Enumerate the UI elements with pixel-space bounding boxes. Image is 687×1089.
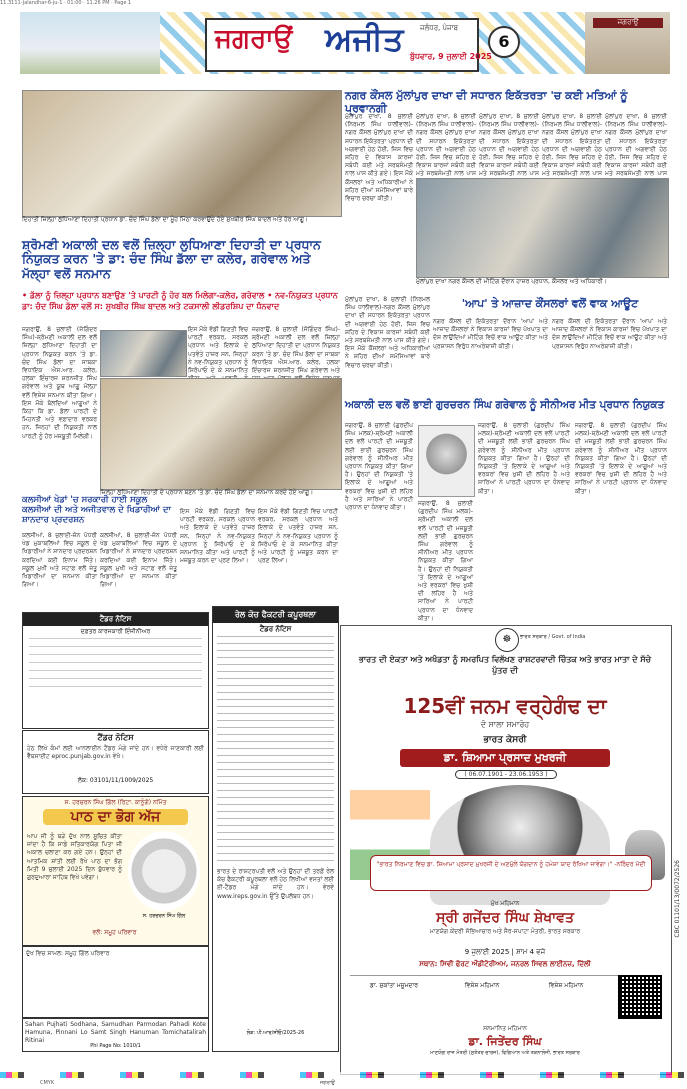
story4-portrait bbox=[418, 425, 475, 497]
ad-guest-3: ਵਿਸ਼ੇਸ਼ ਮਹਿਮਾਨ bbox=[548, 982, 584, 989]
story3-headline: 'ਆਪ' ਤੇ ਆਜ਼ਾਦ ਕੌਂਸਲਰਾਂ ਵਲੋਂ ਵਾਕ ਆਊਟ bbox=[461, 297, 639, 310]
story2-headline: ਨਗਰ ਕੌਂਸਲ ਮੁੱਲਾਂਪੁਰ ਦਾਖਾ ਦੀ ਸਧਾਰਨ ਇਕੱਤਰਤਾ 'ਚ ਕਈ ਮਤਿਆਂ ਨੂੰ ਪ੍ਰਵਾਨਗੀ bbox=[345, 89, 628, 115]
story2-body-col2: ਮੁੱਲਾਂਪੁਰ ਦਾਖਾ, 8 ਜੁਲਾਈ (ਨਿਰਮਲ ਸਿੰਘ ਧਾਲੀਵਾਲ)-ਨਗਰ ਕੌਂਸਲ ਮੁੱਲਾਂਪੁਰ ਦਾਖਾ ਦੀ ਸਧਾਰਨ ਇਕੱਤਰਤਾ ਪ੍ਰਧਾਨ ਦੀ ਅਗਵਾਈ ਹੇਠ ਹੋਈ, ਜਿਸ ਵਿਚ ਸ਼ਹਿਰ ਦੇ ਵਿਕਾਸ ਕਾਰਜਾਂ ਸਬੰਧੀ ਕਈ ਮਤੇ ਸਰਬਸੰਮਤੀ ਨਾਲ ਪਾਸ bbox=[416, 113, 476, 178]
obituary-top: ਸ. ਹਰਚਰਨ ਸਿੰਘ ਗਿੱਲ (ਰਿਟਾ. ਕਾਨੂੰਗੋ) ਨਮਿੱਤ bbox=[64, 799, 167, 806]
ad-special-guest-label: ਸਨਮਾਨਿਤ ਮਹਿਮਾਨ bbox=[483, 1025, 527, 1032]
ad-guest-1: ਡਾ. ਸੁਕਾਂਤਾ ਮਜੂਮਦਾਰ bbox=[370, 982, 418, 989]
tender1-title: ਟੈਂਡਰ ਨੋਟਿਸ bbox=[97, 733, 134, 742]
ad-subtitle: ਦੋ ਸਾਲਾ ਸਮਾਰੋਹ bbox=[480, 720, 530, 729]
emblem-icon: ☸ bbox=[495, 628, 519, 652]
ad-honoree-name: ਡਾ. ਸ਼ਿਆਮਾ ਪ੍ਰਸਾਦ ਮੁਖਰਜੀ bbox=[400, 749, 610, 767]
obituary-photo bbox=[128, 831, 200, 911]
middle-text-col1: ਇਸ ਮੌਕੇ ਵੱਡੀ ਗਿਣਤੀ ਵਿਚ ਪਾਰਟੀ ਵਰਕਰ, ਸਰਕਲ ਪ੍ਰਧਾਨ ਅਤੇ ਇਲਾਕੇ ਦੇ ਪਤਵੰਤੇ ਹਾਜ਼ਰ ਸਨ, ਜਿਨ੍ਹਾਂ ਨੇ ਨਵ-ਨਿਯੁਕਤ ਪ੍ਰਧਾਨ ਨੂੰ ਸਿਰੋਪਾਓ ਦੇ ਕੇ ਸਨਮਾਨਿਤ ਕੀਤਾ ਅਤੇ ਪਾਰਟੀ ਨੂੰ ਮਜ਼ਬੂਤ ਕਰਨ ਦਾ ਪ੍ਰਣ ਲਿਆ। bbox=[180, 508, 255, 565]
bottom-left-code: Phi Page No: 1010/1 bbox=[90, 1043, 141, 1049]
masthead-paper-name: ਅਜੀਤ bbox=[325, 20, 404, 58]
tender1-body: ਹੇਠ ਲਿਖੇ ਕੰਮਾਂ ਲਈ ਆਨਲਾਈਨ ਟੈਂਡਰ ਮੰਗੇ ਜਾਂਦੇ ਹਨ। ਵਧੇਰੇ ਜਾਣਕਾਰੀ ਲਈ ਵੈੱਬਸਾਈਟ eproc.punjab.gov.in ਵੇਖੋ। bbox=[27, 745, 204, 761]
tender1-code: ਲੋਕ: 03101/11/1009/2025 bbox=[77, 777, 154, 784]
obituary-footer: ਵਲੋਂ: ਸਮੂਹ ਪਰਿਵਾਰ bbox=[92, 929, 137, 936]
tender1-header: ਟੈਂਡਰ ਨੋਟਿਸ bbox=[23, 613, 208, 626]
obituary-notice bbox=[22, 796, 209, 946]
story2-body-col3: ਮੁੱਲਾਂਪੁਰ ਦਾਖਾ, 8 ਜੁਲਾਈ (ਨਿਰਮਲ ਸਿੰਘ ਧਾਲੀਵਾਲ)-ਨਗਰ ਕੌਂਸਲ ਮੁੱਲਾਂਪੁਰ ਦਾਖਾ ਦੀ ਸਧਾਰਨ ਇਕੱਤਰਤਾ ਪ੍ਰਧਾਨ ਦੀ ਅਗਵਾਈ ਹੇਠ ਹੋਈ, ਜਿਸ ਵਿਚ ਸ਼ਹਿਰ ਦੇ ਵਿਕਾਸ ਕਾਰਜਾਂ ਸਬੰਧੀ ਕਈ ਮਤੇ ਸਰਬਸੰਮਤੀ ਨਾਲ ਪਾਸ bbox=[479, 113, 539, 178]
print-header-strip: 11.3111-Jalandhar-6-ju-1 · 01:00 · 11.26 PM · Page 1 bbox=[0, 0, 132, 6]
story1-subhead: • ਡੱਲਾ ਨੂੰ ਜ਼ਿਲ੍ਹਾ ਪ੍ਰਧਾਨ ਬਣਾਉਣ 'ਤੇ ਪਾਰਟੀ ਨੂੰ ਹੋਰ ਬਲ ਮਿਲੇਗਾ-ਕਲੇਰ, ਗਰੇਵਾਲ • ਨਵ-ਨਿਯੁਕਤ ਪ੍ਰਧਾਨ ਡਾ: ਚੰਦ ਸਿੰਘ ਡੱਲਾ ਵਲੋਂ ਸ: ਸੁਖਬੀਰ ਸਿੰਘ ਬਾਦਲ ਅਤੇ ਟਕਸਾਲੀ ਲੀਡਰਸ਼ਿਪ ਦਾ ਧੰਨਵਾਦ bbox=[22, 291, 338, 311]
story4-body-col2: ਜਗਰਾਉਂ, 8 ਜੁਲਾਈ (ਗੁਰਦੀਪ ਸਿੰਘ ਮਲਕ)-ਸ਼੍ਰੋਮਣੀ ਅਕਾਲੀ ਦਲ ਵਲੋਂ ਪਾਰਟੀ ਦੀ ਮਜ਼ਬੂਤੀ ਲਈ ਭਾਈ ਗੁਰਚਰਨ ਸਿੰਘ ਗਰੇਵਾਲ ਨੂੰ ਸੀਨੀਅਰ ਮੀਤ ਪ੍ਰਧਾਨ ਨਿਯੁਕਤ ਕੀਤਾ ਗਿਆ ਹੈ। ਉਨ੍ਹਾਂ ਦੀ ਨਿਯੁਕਤੀ 'ਤੇ ਇਲਾਕੇ ਦੇ ਆਗੂਆਂ ਅਤੇ ਵਰਕਰਾਂ ਵਿਚ ਖੁਸ਼ੀ ਦੀ ਲਹਿਰ ਹੈ ਅਤੇ ਸਾਰਿਆਂ ਨੇ ਪਾਰਟੀ ਪ੍ਰਧਾਨ ਦਾ ਧੰਨਵਾਦ ਕੀਤਾ। bbox=[418, 500, 473, 622]
tender1-sub: ਦਫ਼ਤਰ ਕਾਰਜਕਾਰੀ ਇੰਜੀਨੀਅਰ bbox=[80, 628, 151, 635]
ad-bharat-kesari: ਭਾਰਤ ਕੇਸਰੀ bbox=[483, 735, 527, 745]
ad-chief-guest: ਸ੍ਰੀ ਗਜੇਂਦਰ ਸਿੰਘ ਸ਼ੇਖਾਵਤ bbox=[436, 910, 574, 926]
story4-headline: ਅਕਾਲੀ ਦਲ ਵਲੋਂ ਭਾਈ ਗੁਰਚਰਨ ਸਿੰਘ ਗਰੇਵਾਲ ਨੂੰ ਸੀਨੀਅਰ ਮੀਤ ਪ੍ਰਧਾਨ ਨਿਯੁਕਤ bbox=[345, 399, 665, 411]
story4-body-col1: ਜਗਰਾਉਂ, 8 ਜੁਲਾਈ (ਗੁਰਦੀਪ ਸਿੰਘ ਮਲਕ)-ਸ਼੍ਰੋਮਣੀ ਅਕਾਲੀ ਦਲ ਵਲੋਂ ਪਾਰਟੀ ਦੀ ਮਜ਼ਬੂਤੀ ਲਈ ਭਾਈ ਗੁਰਚਰਨ ਸਿੰਘ ਗਰੇਵਾਲ ਨੂੰ ਸੀਨੀਅਰ ਮੀਤ ਪ੍ਰਧਾਨ ਨਿਯੁਕਤ ਕੀਤਾ ਗਿਆ ਹੈ। ਉਨ੍ਹਾਂ ਦੀ ਨਿਯੁਕਤੀ 'ਤੇ ਇਲਾਕੇ ਦੇ ਆਗੂਆਂ ਅਤੇ ਵਰਕਰਾਂ ਵਿਚ ਖੁਸ਼ੀ ਦੀ ਲਹਿਰ ਹੈ ਅਤੇ ਸਾਰਿਆਂ ਨੇ ਪਾਰਟੀ ਪ੍ਰਧਾਨ ਦਾ ਧੰਨਵਾਦ ਕੀਤਾ। bbox=[345, 422, 413, 512]
tender-notice-1 bbox=[22, 612, 209, 729]
middle-text-col2: ਇਸ ਮੌਕੇ ਵੱਡੀ ਗਿਣਤੀ ਵਿਚ ਪਾਰਟੀ ਵਰਕਰ, ਸਰਕਲ ਪ੍ਰਧਾਨ ਅਤੇ ਇਲਾਕੇ ਦੇ ਪਤਵੰਤੇ ਹਾਜ਼ਰ ਸਨ, ਜਿਨ੍ਹਾਂ ਨੇ ਨਵ-ਨਿਯੁਕਤ ਪ੍ਰਧਾਨ ਨੂੰ ਸਿਰੋਪਾਓ ਦੇ ਕੇ ਸਨਮਾਨਿਤ ਕੀਤਾ ਅਤੇ ਪਾਰਟੀ ਨੂੰ ਮਜ਼ਬੂਤ ਕਰਨ ਦਾ ਪ੍ਰਣ ਲਿਆ। bbox=[258, 508, 338, 565]
bottom-left-text: Sahan Pujhati Sodhana, Samudhan Parmodan Pahadi Kote Hamuna, Pinnani Lo Samt Singh Hanuman Tomichatalirah Ritinai bbox=[25, 1021, 206, 1045]
story4-body-col4: ਜਗਰਾਉਂ, 8 ਜੁਲਾਈ (ਗੁਰਦੀਪ ਸਿੰਘ ਮਲਕ)-ਸ਼੍ਰੋਮਣੀ ਅਕਾਲੀ ਦਲ ਵਲੋਂ ਪਾਰਟੀ ਦੀ ਮਜ਼ਬੂਤੀ ਲਈ ਭਾਈ ਗੁਰਚਰਨ ਸਿੰਘ ਗਰੇਵਾਲ ਨੂੰ ਸੀਨੀਅਰ ਮੀਤ ਪ੍ਰਧਾਨ ਨਿਯੁਕਤ ਕੀਤਾ ਗਿਆ ਹੈ। ਉਨ੍ਹਾਂ ਦੀ ਨਿਯੁਕਤੀ 'ਤੇ ਇਲਾਕੇ ਦੇ ਆਗੂਆਂ ਅਤੇ ਵਰਕਰਾਂ ਵਿਚ ਖੁਸ਼ੀ ਦੀ ਲਹਿਰ ਹੈ ਅਤੇ ਸਾਰਿਆਂ ਨੇ ਪਾਰਟੀ ਪ੍ਰਧਾਨ ਦਾ ਧੰਨਵਾਦ ਕੀਤਾ। bbox=[575, 422, 667, 495]
ad-special-guest-desc: ਮਾਣਯੋਗ ਰਾਜ ਮੰਤਰੀ (ਸੁਤੰਤਰ ਚਾਰਜ), ਵਿਗਿਆਨ ਅਤੇ ਤਕਨਾਲੋਜੀ, ਭਾਰਤ ਸਰਕਾਰ bbox=[430, 1050, 580, 1056]
obituary-body: ਆਪ ਜੀ ਨੂੰ ਬੜੇ ਦੁੱਖ ਨਾਲ ਸੂਚਿਤ ਕੀਤਾ ਜਾਂਦਾ ਹੈ ਕਿ ਸਾਡੇ ਸਤਿਕਾਰਯੋਗ ਪਿਤਾ ਜੀ ਅਕਾਲ ਚਲਾਣਾ ਕਰ ਗਏ ਹਨ। ਉਨ੍ਹਾਂ ਦੀ ਆਤਮਿਕ ਸ਼ਾਂਤੀ ਲਈ ਰੱਖੇ ਪਾਠ ਦਾ ਭੋਗ ਮਿਤੀ 9 ਜੁਲਾਈ 2025 ਦਿਨ ਬੁੱਧਵਾਰ ਨੂੰ ਗੁਰਦੁਆਰਾ ਸਾਹਿਬ ਵਿਖੇ ਪਵੇਗਾ। bbox=[27, 833, 122, 882]
page-number: 6 bbox=[488, 26, 520, 58]
story2-body-col5: ਮੁੱਲਾਂਪੁਰ ਦਾਖਾ, 8 ਜੁਲਾਈ (ਨਿਰਮਲ ਸਿੰਘ ਧਾਲੀਵਾਲ)-ਨਗਰ ਕੌਂਸਲ ਮੁੱਲਾਂਪੁਰ ਦਾਖਾ ਦੀ ਸਧਾਰਨ ਇਕੱਤਰਤਾ ਪ੍ਰਧਾਨ ਦੀ ਅਗਵਾਈ ਹੇਠ ਹੋਈ, ਜਿਸ ਵਿਚ ਸ਼ਹਿਰ ਦੇ ਵਿਕਾਸ ਕਾਰਜਾਂ ਸਬੰਧੀ ਕਈ ਮਤੇ ਸਰਬਸੰਮਤੀ ਨਾਲ ਪਾਸ bbox=[605, 113, 667, 178]
ad-chief-guest-label: ਮੁੱਖ ਮਹਿਮਾਨ bbox=[490, 900, 520, 907]
story5-headline: ਕਲਸੀਆਂ ਖੇਡਾਂ 'ਚ ਸਰਕਾਰੀ ਹਾਈ ਸਕੂਲ ਕਲਸੀਆਂ ਦੀ ਅਤੇ ਅਜੀਤਵਾਲ ਦੇ ਖਿਡਾਰੀਆਂ ਦਾ ਸ਼ਾਨਦਾਰ ਪ੍ਰਦਰਸ਼ਨ bbox=[22, 495, 171, 525]
story2-photo bbox=[416, 178, 669, 278]
ad-guests bbox=[350, 975, 660, 1021]
masthead-date: ਬੁੱਧਵਾਰ, 9 ਜੁਲਾਈ 2025 bbox=[410, 52, 492, 61]
obituary-family bbox=[22, 946, 209, 1018]
ad-anniversary-title: 125ਵੀਂ ਜਨਮ ਵਰ੍ਹੇਗੰਢ ਦਾ bbox=[403, 694, 607, 718]
tender1-table bbox=[29, 638, 202, 688]
obituary-family-text: ਦੁੱਖ ਵਿਚ ਸ਼ਾਮਲ: ਸਮੂਹ ਗਿੱਲ ਪਰਿਵਾਰ bbox=[26, 950, 110, 957]
footer-right: ਜਗਰਾਉਂ bbox=[320, 1080, 335, 1086]
story2-body-col6: ਮੁੱਲਾਂਪੁਰ ਦਾਖਾ, 8 ਜੁਲਾਈ (ਨਿਰਮਲ ਸਿੰਘ ਧਾਲੀਵਾਲ)-ਨਗਰ ਕੌਂਸਲ ਮੁੱਲਾਂਪੁਰ ਦਾਖਾ ਦੀ ਸਧਾਰਨ ਇਕੱਤਰਤਾ ਪ੍ਰਧਾਨ ਦੀ ਅਗਵਾਈ ਹੇਠ ਹੋਈ, ਜਿਸ ਵਿਚ ਸ਼ਹਿਰ ਦੇ ਵਿਕਾਸ ਕਾਰਜਾਂ ਸਬੰਧੀ ਕਈ ਮਤੇ ਸਰਬਸੰਮਤੀ ਨਾਲ ਪਾਸ ਕੀਤੇ ਗਏ। ਇਸ ਮੌਕੇ ਕੌਂਸਲਰਾਂ ਅਤੇ ਅਧਿਕਾਰੀਆਂ ਨੇ ਸ਼ਹਿਰ ਦੀਆਂ ਸਮੱਸਿਆਵਾਂ ਬਾਰੇ ਵਿਚਾਰ ਚਰਚਾ ਕੀਤੀ। bbox=[345, 296, 430, 369]
ad-venue: ਸਥਾਨ: ਸਿਵੀ ਫੋਰਟ ਔਡੀਟੋਰੀਅਮ, ਜਨਰਲ ਸਿਵਲ ਲਾਈਨਜ਼, ਦਿੱਲੀ bbox=[419, 960, 591, 968]
ad-life-dates: ( 06.07.1901 - 23.06.1953 ) bbox=[455, 770, 557, 779]
tender-notice-2 bbox=[212, 606, 339, 1052]
tender2-header: ਰੇਲ ਕੋਚ ਫੈਕਟਰੀ ਕਪੂਰਥਲਾ bbox=[213, 607, 338, 623]
story1-body-col2: ਇਸ ਮੌਕੇ ਵੱਡੀ ਗਿਣਤੀ ਵਿਚ ਪਾਰਟੀ ਵਰਕਰ, ਸਰਕਲ ਪ੍ਰਧਾਨ ਅਤੇ ਇਲਾਕੇ ਦੇ ਪਤਵੰਤੇ ਹਾਜ਼ਰ ਸਨ, ਜਿਨ੍ਹਾਂ ਨੇ ਨਵ-ਨਿਯੁਕਤ ਪ੍ਰਧਾਨ ਨੂੰ ਸਿਰੋਪਾਓ ਦੇ ਕੇ ਸਨਮਾਨਿਤ bbox=[188, 326, 248, 375]
qr-code-icon[interactable] bbox=[618, 975, 662, 1019]
ad-cbc-code: CBC 01101/13/0072/2526 bbox=[674, 860, 681, 938]
story2-body-col4: ਮੁੱਲਾਂਪੁਰ ਦਾਖਾ, 8 ਜੁਲਾਈ (ਨਿਰਮਲ ਸਿੰਘ ਧਾਲੀਵਾਲ)-ਨਗਰ ਕੌਂਸਲ ਮੁੱਲਾਂਪੁਰ ਦਾਖਾ ਦੀ ਸਧਾਰਨ ਇਕੱਤਰਤਾ ਪ੍ਰਧਾਨ ਦੀ ਅਗਵਾਈ ਹੇਠ ਹੋਈ, ਜਿਸ ਵਿਚ ਸ਼ਹਿਰ ਦੇ ਵਿਕਾਸ ਕਾਰਜਾਂ ਸਬੰਧੀ ਕਈ ਮਤੇ ਸਰਬਸੰਮਤੀ ਨਾਲ ਪਾਸ bbox=[542, 113, 602, 178]
masthead bbox=[20, 12, 670, 74]
ad-intro-line: ਭਾਰਤ ਦੀ ਏਕਤਾ ਅਤੇ ਅਖੰਡਤਾ ਨੂੰ ਸਮਰਪਿਤ ਵਿਲੱਖਣ ਰਾਸ਼ਟਰਵਾਦੀ ਚਿੰਤਕ ਅਤੇ ਭਾਰਤ ਮਾਤਾ ਦੇ ਸੱਚੇ ਪੁੱਤਰ ਦੀ bbox=[358, 655, 652, 675]
obituary-title: ਪਾਠ ਦਾ ਭੋਗ ਅੱਜ bbox=[43, 809, 188, 825]
story2-body-col1: ਮੁੱਲਾਂਪੁਰ ਦਾਖਾ, 8 ਜੁਲਾਈ (ਨਿਰਮਲ ਸਿੰਘ ਧਾਲੀਵਾਲ)-ਨਗਰ ਕੌਂਸਲ ਮੁੱਲਾਂਪੁਰ ਦਾਖਾ ਦੀ ਸਧਾਰਨ ਇਕੱਤਰਤਾ ਪ੍ਰਧਾਨ ਦੀ ਅਗਵਾਈ ਹੇਠ ਹੋਈ, ਜਿਸ ਵਿਚ ਸ਼ਹਿਰ ਦੇ ਵਿਕਾਸ ਕਾਰਜਾਂ ਸਬੰਧੀ ਕਈ ਮਤੇ ਸਰਬਸੰਮਤੀ ਨਾਲ ਪਾਸ ਕੀਤੇ ਗਏ। ਇਸ ਮੌਕੇ ਕੌਂਸਲਰਾਂ ਅਤੇ ਅਧਿਕਾਰੀਆਂ ਨੇ ਸ਼ਹਿਰ ਦੀਆਂ ਸਮੱਸਿਆਵਾਂ ਬਾਰੇ ਵਿਚਾਰ ਚਰਚਾ ਕੀਤੀ। bbox=[345, 113, 413, 203]
story1-photo bbox=[22, 90, 342, 217]
tender2-table bbox=[217, 636, 334, 866]
tender2-footer: ਲੋਕ: ਪੀ.ਆਰ/ਸੀਓ/2025-26 bbox=[246, 1030, 305, 1036]
page-footer bbox=[0, 1078, 687, 1089]
masthead-sign: ਜਗਰਾਉਂ bbox=[593, 18, 663, 28]
ad-chief-guest-desc: ਮਾਣਯੋਗ ਕੇਂਦਰੀ ਸੱਭਿਆਚਾਰ ਅਤੇ ਸੈਰ-ਸਪਾਟਾ ਮੰਤਰੀ, ਭਾਰਤ ਸਰਕਾਰ bbox=[429, 928, 581, 935]
story5-body-col2: ਕਲਸੀਆਂ, 8 ਜੁਲਾਈ-ਜ਼ੋਨ ਪੱਧਰੀ ਖੇਡ ਮੁਕਾਬਲਿਆਂ ਵਿਚ ਸਕੂਲ ਦੇ ਖਿਡਾਰੀਆਂ ਨੇ ਸ਼ਾਨਦਾਰ ਪ੍ਰਦਰਸ਼ਨ ਕਰਦਿਆਂ ਕਈ ਇਨਾਮ ਜਿੱਤੇ। ਸਕੂਲ ਮੁਖੀ ਅਤੇ ਸਟਾਫ਼ ਵਲੋਂ ਜੇਤੂ ਖਿਡਾਰੀਆਂ ਦਾ ਸਨਮਾਨ ਕੀਤਾ ਗਿਆ। bbox=[100, 532, 177, 589]
story5-body: ਕਲਸੀਆਂ, 8 ਜੁਲਾਈ-ਜ਼ੋਨ ਪੱਧਰੀ ਖੇਡ ਮੁਕਾਬਲਿਆਂ ਵਿਚ ਸਕੂਲ ਦੇ ਖਿਡਾਰੀਆਂ ਨੇ ਸ਼ਾਨਦਾਰ ਪ੍ਰਦਰਸ਼ਨ ਕਰਦਿਆਂ ਕਈ ਇਨਾਮ ਜਿੱਤੇ। ਸਕੂਲ ਮੁਖੀ ਅਤੇ ਸਟਾਫ਼ ਵਲੋਂ ਜੇਤੂ ਖਿਡਾਰੀਆਂ ਦਾ ਸਨਮਾਨ ਕੀਤਾ ਗਿਆ। bbox=[22, 532, 97, 589]
story2-caption: ਮੁੱਲਾਂਪੁਰ ਦਾਖਾ ਨਗਰ ਕੌਂਸਲ ਦੀ ਮੀਟਿੰਗ ਦੌਰਾਨ ਹਾਜ਼ਰ ਪ੍ਰਧਾਨ, ਕੌਂਸਲਰ ਅਤੇ ਅਧਿਕਾਰੀ। bbox=[416, 278, 607, 285]
tender2-body: ਭਾਰਤ ਦੇ ਰਾਸ਼ਟਰਪਤੀ ਵਲੋਂ ਅਤੇ ਉਨ੍ਹਾਂ ਦੀ ਤਰਫ਼ੋਂ ਰੇਲ ਕੋਚ ਫੈਕਟਰੀ ਕਪੂਰਥਲਾ ਵਲੋਂ ਹੇਠ ਲਿਖੀਆਂ ਵਸਤਾਂ ਲਈ ਈ-ਟੈਂਡਰ ਮੰਗੇ ਜਾਂਦੇ ਹਨ। ਵੇਰਵੇ www.ireps.gov.in ਉੱਤੇ ਉਪਲੱਬਧ ਹਨ। bbox=[217, 868, 334, 900]
ad-quote: "ਭਾਰਤ ਨਿਰਮਾਣ ਵਿਚ ਡਾ. ਸ਼ਿਆਮਾ ਪ੍ਰਸਾਦ ਮੁਖਰਜੀ ਦੇ ਅਣਮੁੱਲੇ ਯੋਗਦਾਨ ਨੂੰ ਹਮੇਸ਼ਾ ਯਾਦ ਰੱਖਿਆ ਜਾਵੇਗਾ।" -ਨਰਿੰਦਰ ਮੋਦੀ bbox=[370, 855, 652, 891]
tender2-title: ਟੈਂਡਰ ਨੋਟਿਸ bbox=[259, 625, 292, 633]
masthead-edition: ਜਲੰਧਰ, ਪੰਜਾਬ bbox=[420, 24, 458, 32]
masthead-building-image bbox=[20, 12, 160, 74]
bottom-left-notice bbox=[22, 1018, 209, 1052]
footer-left: CMYK bbox=[40, 1080, 55, 1086]
tender-notice-1b bbox=[22, 730, 209, 794]
story1-photo2-caption: ਜ਼ਿਲ੍ਹਾ ਲੁਧਿਆਣਾ ਦਿਹਾਤੀ ਦੇ ਪ੍ਰਧਾਨ ਬਣਨ 'ਤੇ ਡਾ. ਚੰਦ ਸਿੰਘ ਡੱਲਾ ਦਾ ਸਨਮਾਨ ਕਰਦੇ ਹੋਏ ਆਗੂ। bbox=[100, 489, 314, 496]
story3-body-col1: ਨਗਰ ਕੌਂਸਲ ਦੀ ਇਕੱਤਰਤਾ ਦੌਰਾਨ 'ਆਪ' ਅਤੇ ਆਜ਼ਾਦ ਕੌਂਸਲਰਾਂ ਨੇ ਵਿਕਾਸ ਕਾਰਜਾਂ ਵਿਚ ਪੱਖਪਾਤ ਦਾ ਦੋਸ਼ ਲਾਉਂਦਿਆਂ ਮੀਟਿੰਗ ਵਿਚੋਂ ਵਾਕ ਆਊਟ ਕੀਤਾ ਅਤੇ ਪ੍ਰਸ਼ਾਸਨ ਵਿਰੁੱਧ ਨਾਅਰੇਬਾਜ਼ੀ ਕੀਤੀ। bbox=[433, 318, 548, 350]
story1-inset-photo bbox=[100, 330, 187, 377]
ad-special-guest: ਡਾ. ਜਿਤੇਂਦਰ ਸਿੰਘ bbox=[468, 1035, 542, 1048]
masthead-gate-image bbox=[585, 12, 670, 74]
masthead-city: ਜਗਰਾਉਂ bbox=[215, 24, 293, 54]
story1-photo2 bbox=[100, 378, 342, 490]
story4-body-col3: ਜਗਰਾਉਂ, 8 ਜੁਲਾਈ (ਗੁਰਦੀਪ ਸਿੰਘ ਮਲਕ)-ਸ਼੍ਰੋਮਣੀ ਅਕਾਲੀ ਦਲ ਵਲੋਂ ਪਾਰਟੀ ਦੀ ਮਜ਼ਬੂਤੀ ਲਈ ਭਾਈ ਗੁਰਚਰਨ ਸਿੰਘ ਗਰੇਵਾਲ ਨੂੰ ਸੀਨੀਅਰ ਮੀਤ ਪ੍ਰਧਾਨ ਨਿਯੁਕਤ ਕੀਤਾ ਗਿਆ ਹੈ। ਉਨ੍ਹਾਂ ਦੀ ਨਿਯੁਕਤੀ 'ਤੇ ਇਲਾਕੇ ਦੇ ਆਗੂਆਂ ਅਤੇ ਵਰਕਰਾਂ ਵਿਚ ਖੁਸ਼ੀ ਦੀ ਲਹਿਰ ਹੈ ਅਤੇ ਸਾਰਿਆਂ ਨੇ ਪਾਰਟੀ ਪ੍ਰਧਾਨ ਦਾ ਧੰਨਵਾਦ ਕੀਤਾ। bbox=[478, 422, 570, 495]
story1-caption: ਦਿਹਾਤੀ ਜ਼ਿਲ੍ਹਾ ਲੁਧਿਆਣਾ ਦਿਹਾਤੀ ਪ੍ਰਧਾਨ ਡਾ. ਚੰਦ ਸਿੰਘ ਡੱਲਾ ਦਾ ਮੂੰਹ ਮਿੱਠਾ ਕਰਵਾਉਂਦੇ ਹੋਏ ਸੁਖਬੀਰ ਸਿੰਘ ਬਾਦਲ ਅਤੇ ਹੋਰ ਆਗੂ। bbox=[22, 216, 309, 223]
story1-body: ਜਗਰਾਉਂ, 8 ਜੁਲਾਈ (ਜੋਗਿੰਦਰ ਸਿੰਘ)-ਸ਼੍ਰੋਮਣੀ ਅਕਾਲੀ ਦਲ ਵਲੋਂ ਜ਼ਿਲ੍ਹਾ ਲੁਧਿਆਣਾ ਦਿਹਾਤੀ ਦਾ ਪ੍ਰਧਾਨ ਨਿਯੁਕਤ ਕਰਨ 'ਤੇ ਡਾ. ਚੰਦ ਸਿੰਘ ਡੱਲਾ ਦਾ ਸਾਬਕਾ ਵਿਧਾਇਕ ਐਸ.ਆਰ. ਕਲੇਰ, ਹਲਕਾ ਇੰਚਾਰਜ ਸ਼ਰਨਜੀਤ ਸਿੰਘ ਗਰੇਵਾਲ ਅਤੇ ਯੂਥ ਆਗੂ ਮੱਲ੍ਹਾ ਵਲੋਂ ਵਿਸ਼ੇਸ਼ ਸਨਮਾਨ ਕੀਤਾ ਗਿਆ। ਇਸ ਮੌਕੇ ਬੋਲਦਿਆਂ ਆਗੂਆਂ ਨੇ ਕਿਹਾ ਕਿ ਡਾ. ਡੱਲਾ ਪਾਰਟੀ ਦੇ ਮਿਹਨਤੀ ਅਤੇ ਵਫ਼ਾਦਾਰ ਵਰਕਰ ਹਨ, ਜਿਨ੍ਹਾਂ ਦੀ ਨਿਯੁਕਤੀ ਨਾਲ ਪਾਰਟੀ ਨੂੰ ਹੋਰ ਮਜ਼ਬੂਤੀ ਮਿਲੇਗੀ। bbox=[22, 326, 97, 440]
story1-headline: ਸ਼੍ਰੋਮਣੀ ਅਕਾਲੀ ਦਲ ਵਲੋਂ ਜ਼ਿਲ੍ਹਾ ਲੁਧਿਆਣਾ ਦਿਹਾਤੀ ਦਾ ਪ੍ਰਧਾਨ ਨਿਯੁਕਤ ਕਰਨ 'ਤੇ ਡਾ: ਚੰਦ ਸਿੰਘ ਡੱਲਾ ਦਾ ਕਲੇਰ, ਗਰੇਵਾਲ ਅਤੇ ਮੱਲ੍ਹਾ ਵਲੋਂ ਸਨਮਾਨ bbox=[22, 237, 321, 281]
ad-guest-2: ਵਿਸ਼ੇਸ਼ ਮਹਿਮਾਨ bbox=[464, 982, 500, 989]
ad-ministry: ਭਾਰਤ ਸਰਕਾਰ / Govt. of India bbox=[520, 634, 586, 640]
story3-body-col2: ਨਗਰ ਕੌਂਸਲ ਦੀ ਇਕੱਤਰਤਾ ਦੌਰਾਨ 'ਆਪ' ਅਤੇ ਆਜ਼ਾਦ ਕੌਂਸਲਰਾਂ ਨੇ ਵਿਕਾਸ ਕਾਰਜਾਂ ਵਿਚ ਪੱਖਪਾਤ ਦਾ ਦੋਸ਼ ਲਾਉਂਦਿਆਂ ਮੀਟਿੰਗ ਵਿਚੋਂ ਵਾਕ ਆਊਟ ਕੀਤਾ ਅਤੇ ਪ੍ਰਸ਼ਾਸਨ ਵਿਰੁੱਧ ਨਾਅਰੇਬਾਜ਼ੀ ਕੀਤੀ। bbox=[552, 318, 667, 350]
obituary-photo-label: ਸ. ਹਰਚਰਨ ਸਿੰਘ ਗਿੱਲ bbox=[142, 913, 186, 919]
ad-date-time: 9 ਜੁਲਾਈ 2025 | ਸ਼ਾਮ 4 ਵਜੇ bbox=[464, 948, 546, 956]
story1-body-col3: ਜਗਰਾਉਂ, 8 ਜੁਲਾਈ (ਜੋਗਿੰਦਰ ਸਿੰਘ)-ਸ਼੍ਰੋਮਣੀ ਅਕਾਲੀ ਦਲ ਵਲੋਂ ਜ਼ਿਲ੍ਹਾ ਲੁਧਿਆਣਾ ਦਿਹਾਤੀ ਦਾ ਪ੍ਰਧਾਨ ਨਿਯੁਕਤ ਕਰਨ 'ਤੇ ਡਾ. ਚੰਦ ਸਿੰਘ ਡੱਲਾ ਦਾ ਸਾਬਕਾ ਵਿਧਾਇਕ ਐਸ.ਆਰ. ਕਲੇਰ, ਹਲਕਾ ਇੰਚਾਰਜ ਸ਼ਰਨਜੀਤ ਸਿੰਘ ਗਰੇਵਾਲ ਅਤੇ bbox=[252, 326, 340, 375]
